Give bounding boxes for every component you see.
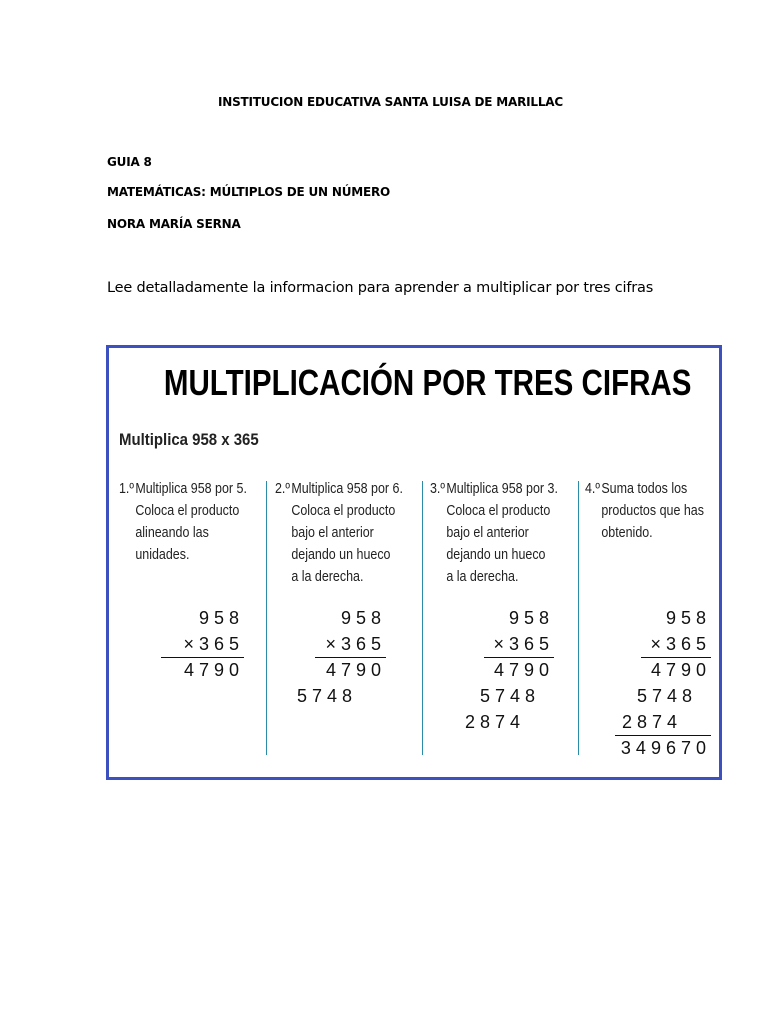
column-divider xyxy=(422,481,423,755)
partial-product: 4790 xyxy=(493,660,554,680)
step-line: productos que has xyxy=(601,503,704,519)
multiplicand: 958 xyxy=(508,608,554,628)
figure-subtitle: Multiplica 958 x 365 xyxy=(119,430,259,449)
step-column-3 xyxy=(430,478,575,758)
step-line: Coloca el producto xyxy=(446,503,551,519)
partial-product: 4790 xyxy=(650,660,711,680)
step-number: 2.º xyxy=(275,481,290,497)
teacher-name: NORA MARÍA SERNA xyxy=(107,217,241,231)
intro-text: Lee detalladamente la informacion para aprender a multiplicar por tres cifras xyxy=(107,280,654,296)
multiplicand: 958 xyxy=(198,608,244,628)
subject-title: MATEMÁTICAS: MÚLTIPLOS DE UN NÚMERO xyxy=(107,185,391,199)
step-line: dejando un hueco xyxy=(446,547,546,563)
partial-product: 5748 xyxy=(479,686,540,706)
step-text xyxy=(275,478,403,588)
guide-number: GUIA 8 xyxy=(107,155,152,169)
step-line: Multiplica 958 por 6. xyxy=(291,481,403,497)
step-text xyxy=(585,478,704,544)
step-column-4 xyxy=(585,478,715,758)
step-text xyxy=(430,478,558,588)
multiplicand: 958 xyxy=(340,608,386,628)
step-line: bajo el anterior xyxy=(446,525,529,541)
partial-product: 4790 xyxy=(325,660,386,680)
step-line: Coloca el producto xyxy=(291,503,396,519)
step-line: Multiplica 958 por 5. xyxy=(135,481,247,497)
multiplier: ×365 xyxy=(325,634,386,654)
partial-product: 2874 xyxy=(621,712,682,732)
partial-product: 2874 xyxy=(464,712,525,732)
final-product: 349670 xyxy=(620,738,711,758)
step-number: 3.º xyxy=(430,481,445,497)
calculation xyxy=(615,605,711,765)
step-line: Suma todos los xyxy=(601,481,688,497)
column-divider xyxy=(266,481,267,755)
step-text xyxy=(119,478,247,566)
multiplier: ×365 xyxy=(183,634,244,654)
multiplicand: 958 xyxy=(665,608,711,628)
figure-title: MULTIPLICACIÓN POR TRES CIFRAS xyxy=(163,362,692,403)
multiplier: ×365 xyxy=(493,634,554,654)
step-column-2 xyxy=(275,478,420,758)
step-number: 1.º xyxy=(119,481,134,497)
step-line: dejando un hueco xyxy=(291,547,391,563)
step-column-1 xyxy=(119,478,264,758)
step-line: a la derecha. xyxy=(446,569,519,585)
step-line: Multiplica 958 por 3. xyxy=(446,481,558,497)
multiplication-figure xyxy=(106,345,722,780)
calculation xyxy=(159,605,244,715)
calculation xyxy=(450,605,554,745)
partial-product: 5748 xyxy=(296,686,357,706)
calculation xyxy=(297,605,386,715)
multiplier: ×365 xyxy=(650,634,711,654)
column-divider xyxy=(578,481,579,755)
step-line: bajo el anterior xyxy=(291,525,374,541)
step-line: alineando las xyxy=(135,525,209,541)
partial-product: 4790 xyxy=(183,660,244,680)
partial-product: 5748 xyxy=(636,686,697,706)
step-line: Coloca el producto xyxy=(135,503,240,519)
step-line: a la derecha. xyxy=(291,569,364,585)
step-number: 4.º xyxy=(585,481,600,497)
step-line: obtenido. xyxy=(601,525,653,541)
step-line: unidades. xyxy=(135,547,190,563)
school-name: INSTITUCION EDUCATIVA SANTA LUISA DE MARILLAC xyxy=(218,95,563,109)
